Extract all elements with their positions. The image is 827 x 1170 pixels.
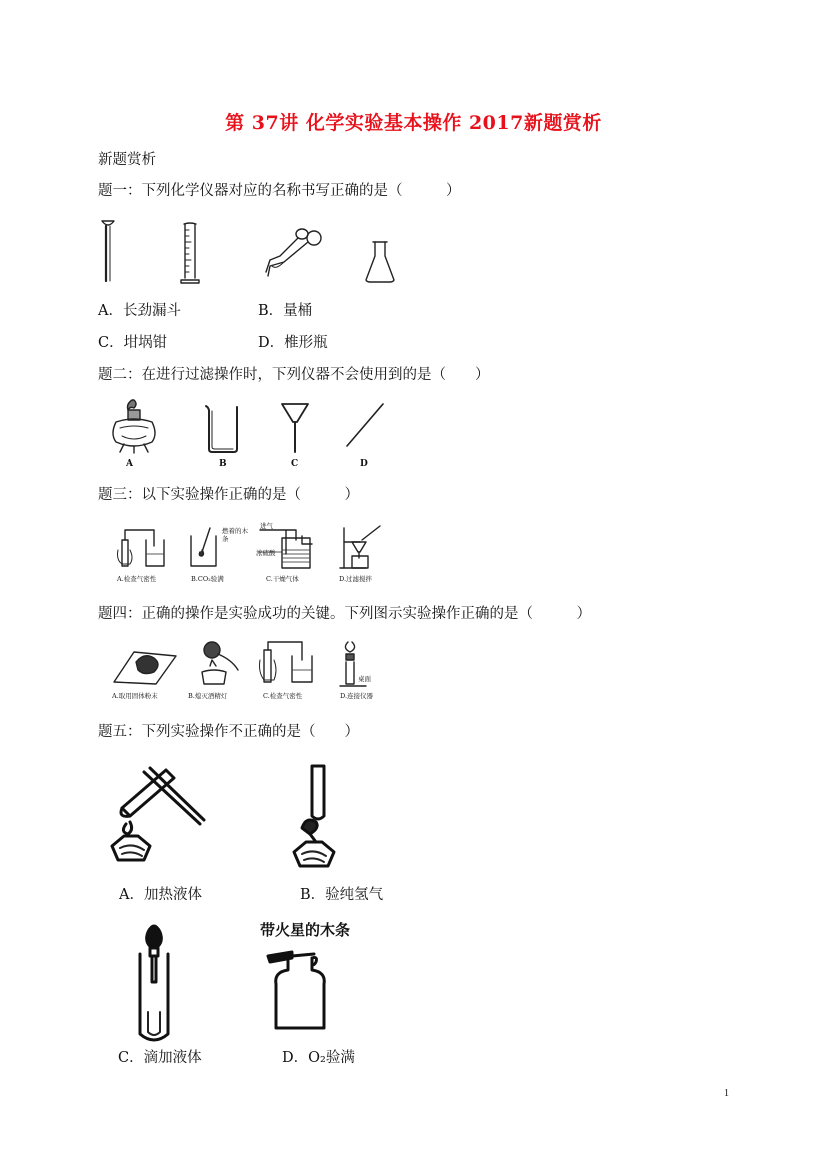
long-neck-funnel-icon — [98, 215, 118, 285]
q3-caption-a: A.检查气密性 — [117, 575, 157, 583]
dropper-adding-liquid-icon — [134, 922, 174, 1044]
section-heading: 新题赏析 — [98, 152, 156, 168]
q5-option-d[interactable]: D．O₂验满 — [282, 1050, 355, 1066]
hydrogen-purity-test-icon — [282, 764, 348, 868]
oxygen-full-check-icon — [266, 948, 332, 1034]
q3-caption-c: C.干燥气体 — [266, 575, 299, 583]
take-powder-icon — [110, 642, 180, 686]
q4-caption-c: C.检查气密性 — [263, 692, 303, 700]
q1-option-d[interactable]: D．椎形瓶 — [258, 335, 328, 351]
airtightness-check-2-icon — [258, 640, 318, 688]
page-title: 第 37讲 化学实验基本操作 2017新题赏析 — [225, 112, 602, 134]
q4-caption-a: A.取用固体粉末 — [112, 692, 158, 700]
q5-note-d: 带火星的木条 — [260, 921, 351, 939]
co2-full-check-icon — [188, 526, 224, 570]
filtration-setup-icon — [338, 524, 386, 572]
q3-stem: 题三：以下实验操作正确的是（ ） — [98, 487, 359, 503]
conical-flask-icon — [364, 240, 396, 284]
funnel-icon — [280, 402, 310, 454]
q1-option-b[interactable]: B．量桶 — [258, 303, 313, 319]
page-number: 1 — [724, 1088, 729, 1099]
q4-caption-d: D.连接仪器 — [340, 692, 374, 700]
q2-label-c: C — [291, 459, 299, 469]
q2-label-b: B — [219, 459, 227, 469]
q3-note-b: 燃着的木条 — [222, 527, 248, 543]
crucible-tongs-icon — [262, 226, 324, 280]
q3-note-c-in: 进气 — [260, 522, 273, 530]
q1-option-a[interactable]: A．长劲漏斗 — [98, 303, 181, 319]
extinguish-lamp-icon — [188, 640, 244, 688]
q1-stem: 题一：下列化学仪器对应的名称书写正确的是（ ） — [98, 183, 461, 199]
q3-caption-b: B.CO₂验满 — [191, 575, 224, 583]
heating-liquid-icon — [104, 764, 208, 866]
q5-option-c[interactable]: C．滴加液体 — [118, 1050, 202, 1066]
graduated-cylinder-icon — [178, 222, 202, 284]
beaker-icon — [203, 403, 243, 455]
q5-option-a[interactable]: A．加热液体 — [119, 887, 202, 903]
q2-label-d: D — [360, 459, 368, 469]
q1-option-c[interactable]: C．坩埚钳 — [98, 335, 168, 351]
airtightness-check-icon — [114, 526, 170, 570]
q4-stem: 题四：正确的操作是实验成功的关键。下列图示实验操作正确的是（ ） — [98, 606, 591, 622]
q5-option-b[interactable]: B．验纯氢气 — [300, 887, 384, 903]
q3-note-c-acid: 浓硫酸 — [256, 549, 276, 557]
q3-caption-d: D.过滤搅拌 — [339, 575, 373, 583]
glass-rod-icon — [344, 402, 386, 448]
q4-caption-b: B.熄灭酒精灯 — [188, 692, 228, 700]
q5-stem: 题五：下列实验操作不正确的是（ ） — [98, 724, 359, 740]
alcohol-lamp-icon — [108, 398, 160, 454]
q2-label-a: A — [126, 459, 133, 469]
q4-note-d: 桌面 — [358, 675, 371, 683]
q2-stem: 题二：在进行过滤操作时，下列仪器不会使用到的是（ ） — [98, 367, 490, 383]
